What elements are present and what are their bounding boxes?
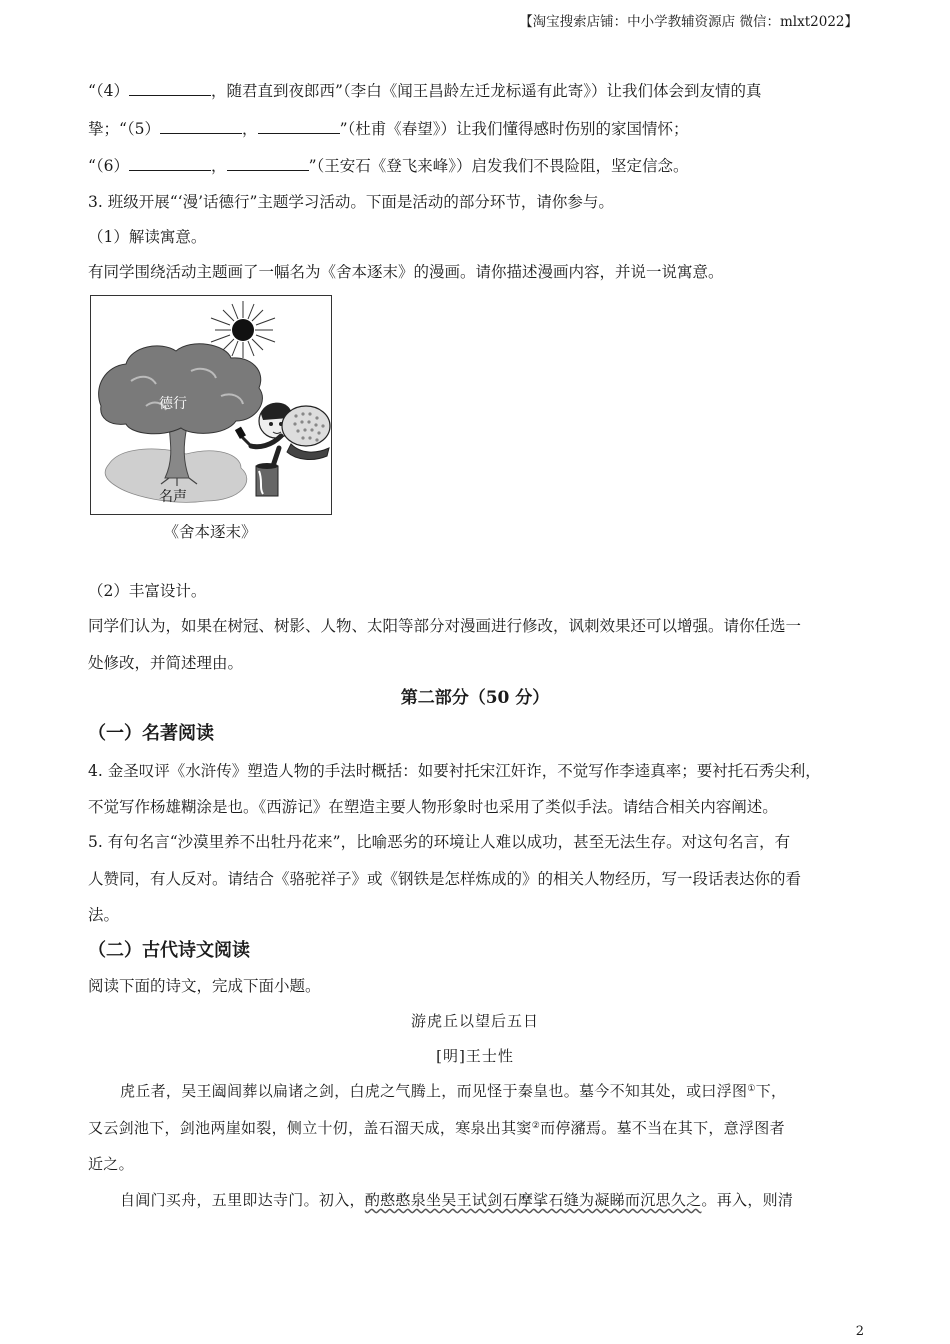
poem-text: “（4） bbox=[88, 82, 130, 100]
poem-line-1 bbox=[88, 80, 761, 102]
answer-blank-5b[interactable] bbox=[258, 118, 340, 134]
q3-sub2-title: （2）丰富设计。 bbox=[88, 582, 207, 600]
q5-line-1: 5. 有句名言“沙漠里养不出牡丹花来”，比喻恶劣的环境让人难以成功，甚至无法生存。对这句名言，有 bbox=[88, 833, 791, 851]
classical-p1-line-2 bbox=[88, 1117, 785, 1139]
page-number: 2 bbox=[855, 1324, 864, 1339]
classical-p2-line-1 bbox=[120, 1189, 793, 1211]
classical-text: 。再入，则清 bbox=[701, 1191, 794, 1209]
q3-sub2-line-2: 处修改，并简述理由。 bbox=[88, 654, 244, 672]
poem-line-2 bbox=[88, 118, 689, 140]
footnote-marker[interactable]: ② bbox=[531, 1121, 541, 1131]
q3-intro: 3. 班级开展“‘漫’话德行”主题学习活动。下面是活动的部分环节，请你参与。 bbox=[88, 193, 614, 211]
poem-text: ， bbox=[242, 120, 258, 138]
wavy-underlined-sentence: 酌憨憨泉坐吴王试剑石摩挲石缝为凝睇而沉思久之 bbox=[364, 1191, 702, 1209]
classical-p1-line-1 bbox=[120, 1080, 786, 1102]
q5-line-3: 法。 bbox=[88, 906, 120, 924]
q4-line-1: 4. 金圣叹评《水浒传》塑造人物的手法时概括：如要衬托宋江奸诈，不觉写作李逵真率；要衬托石秀尖利， bbox=[88, 762, 821, 780]
q3-sub1-title: （1）解读寓意。 bbox=[88, 228, 207, 246]
answer-blank-6a[interactable] bbox=[129, 155, 211, 171]
q3-sub2-line-1: 同学们认为，如果在树冠、树影、人物、太阳等部分对漫画进行修改，讽刺效果还可以增强。请你任选一 bbox=[88, 617, 802, 635]
poem-text: ”（王安石《登飞来峰》）启发我们不畏险阻，坚定信念。 bbox=[308, 157, 689, 175]
q4-line-2: 不觉写作杨雄糊涂是也。《西游记》在塑造主要人物形象时也采用了类似手法。请结合相关内容阐述。 bbox=[88, 798, 778, 816]
classical-text: 下， bbox=[755, 1082, 787, 1100]
classical-text: 又云剑池下，剑池两崖如裂，侧立十仞，盖石溜天成，寒泉出其窦 bbox=[88, 1119, 532, 1137]
section1-title: （一）名著阅读 bbox=[88, 723, 214, 744]
paint-bucket-icon bbox=[256, 466, 278, 496]
page-header: 【淘宝搜索店铺：中小学教辅资源店 微信：mlxt2022】 bbox=[519, 14, 858, 30]
poem-text: ”（杜甫《春望》）让我们懂得感时伤别的家国情怀； bbox=[339, 120, 689, 138]
poem-line-3 bbox=[88, 155, 689, 177]
section2-title: （二）古代诗文阅读 bbox=[88, 940, 250, 961]
cartoon-caption: 《舍本逐末》 bbox=[163, 523, 257, 541]
cartoon-illustration bbox=[90, 295, 332, 515]
q3-sub1-text: 有同学围绕活动主题画了一幅名为《舍本逐末》的漫画。请你描述漫画内容，并说一说寓意。 bbox=[88, 263, 724, 281]
tree-crown bbox=[99, 344, 263, 434]
reading-intro: 阅读下面的诗文，完成下面小题。 bbox=[88, 977, 321, 995]
classical-text: 自阊门买舟，五里即达寺门。初入， bbox=[120, 1191, 365, 1209]
classical-text: 而停瀦焉。墓不当在其下，意浮图者 bbox=[540, 1119, 785, 1137]
classical-p1-line-3: 近之。 bbox=[88, 1155, 134, 1173]
poem-text: “（6） bbox=[88, 157, 130, 175]
classical-title: 游虎丘以望后五日 bbox=[410, 1012, 539, 1030]
poem-text: ， bbox=[211, 157, 227, 175]
poem-text: ，随君直到夜郎西”（李白《闻王昌龄左迁龙标遥有此寄》）让我们体会到友情的真 bbox=[211, 82, 762, 100]
footnote-marker[interactable]: ① bbox=[747, 1084, 756, 1094]
crown-label: 德行 bbox=[159, 396, 187, 412]
shadow-label: 名声 bbox=[159, 489, 187, 505]
poem-text: 挚；“（5） bbox=[88, 120, 161, 138]
cartoon-drawing bbox=[91, 296, 331, 514]
answer-blank-6b[interactable] bbox=[227, 155, 309, 171]
q5-line-2: 人赞同，有人反对。请结合《骆驼祥子》或《钢铁是怎样炼成的》的相关人物经历，写一段话表达你的看 bbox=[88, 870, 802, 888]
answer-blank-4[interactable] bbox=[129, 80, 211, 96]
answer-blank-5a[interactable] bbox=[160, 118, 242, 134]
classical-author: [明]王士性 bbox=[436, 1047, 514, 1065]
classical-text: 虎丘者，吴王阖闾葬以扁诸之剑，白虎之气腾上，而见怪于秦皇也。墓今不知其处，或曰浮图 bbox=[120, 1082, 748, 1100]
part2-title: 第二部分（50 分） bbox=[400, 688, 550, 708]
